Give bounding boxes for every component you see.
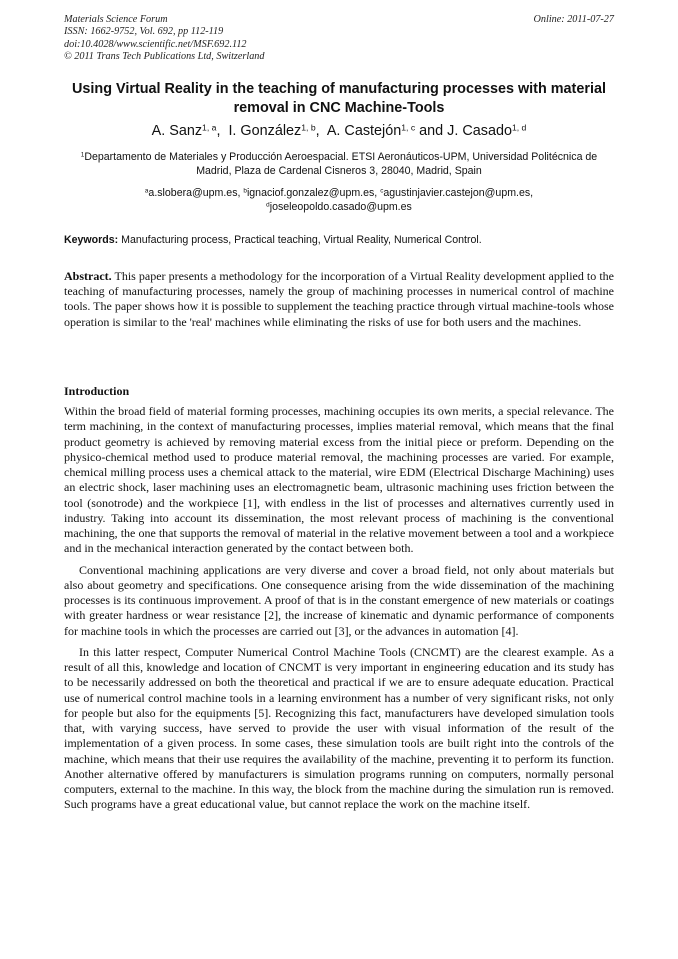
abstract-section: [64, 269, 614, 330]
keywords-label: Keywords:: [64, 234, 119, 246]
affiliation-text: Departamento de Materiales y Producción Aeroespacial. ETSI Aeronáuticos-UPM, Universidad Politécnica de Madrid, Plaza de Cardenal Cisneros 3, 28040, Madrid, Spain: [84, 151, 598, 178]
introduction-heading: Introduction: [64, 384, 130, 398]
copyright-line: © 2011 Trans Tech Publications Ltd, Switzerland: [64, 50, 265, 62]
email-address: agustinjavier.castejon@upm.es: [383, 187, 531, 199]
email-address: a.slobera@upm.es: [148, 187, 238, 199]
email-address: ignaciof.gonzalez@upm.es: [246, 187, 375, 199]
body-paragraph: In this latter respect, Computer Numerical Control Machine Tools (CNCMT) are the clearest example. As a result of all this, knowledge and location of CNCMT is very important in engineering education and its study has to be necessarily addressed on both the theoretical and practical if we are to ensure adequate education. Practical use of numerical control machine tools in a learning environment has a number of very significant risks, not only for people but also for the equipments [5]. Recognizing this fact, manufacturers have developed simulation tools that, with varying success, have served to provide the user with visual information of the result of the implementation of a given process. In some cases, these simulation tools are built right into the controls of the machine, which means that their use requires the availability of the machine, preventing it to perform its function. Another alternative offered by manufacturers is simulation programs running on computers, normally personal computers, external to the machine. In this way, the block from the machine during the simulation run is removed. Such programs have a great educational value, but cannot replace the work on the machine itself.: [64, 644, 614, 812]
doi-line: doi:10.4028/www.scientific.net/MSF.692.112: [64, 38, 247, 50]
body-paragraph: Within the broad field of material forming processes, machining occupies its own merits, a special relevance. The term machining, in the context of manufacturing processes, implies material removal, which means that the final product geometry is achieved by removing material excess from the initial piece or preform. Depending on the physico-chemical method used to produce material removal, the machining processes are varied. For example, chemical milling process uses a chemical attack to the material, wire EDM (Electrical Discharge Machining) uses an electric shock, laser machining uses an electromagnetic beam, ultrasonic machining uses friction between the tool (sonotrode) and the workpiece [1], with endless in the list of processes and alternatives currently used in industry. Taking into account its dissemination, the most relevant process of machining is the conventional machining, the one that supports the removal of material in the relative movement between a tool and a workpiece and in the mechanical interaction generated by the contact between both.: [64, 404, 614, 556]
abstract-label: Abstract.: [64, 269, 112, 283]
email-list: [64, 186, 614, 215]
introduction-body: [64, 404, 614, 819]
affiliation-mark: 1: [80, 151, 85, 159]
author-affiliation-mark: 1, b: [301, 122, 316, 133]
journal-header: [64, 14, 264, 63]
email-address: joseleopoldo.casado@upm.es: [269, 201, 412, 214]
keywords-text: Manufacturing process, Practical teaching, Virtual Reality, Numerical Control.: [121, 234, 482, 246]
author-separator: ,: [315, 123, 327, 139]
issn-line: ISSN: 1662-9752, Vol. 692, pp 112-119: [64, 26, 224, 38]
email-mark: b: [243, 187, 247, 195]
author-name: A. Castejón: [326, 123, 402, 139]
author-name: I. González: [228, 123, 302, 139]
author-list: [64, 122, 614, 140]
author-name: J. Casado: [447, 123, 512, 139]
author-separator: and: [415, 123, 448, 139]
email-mark: a: [144, 187, 149, 195]
keywords-section: [64, 233, 614, 247]
author-affiliation-mark: 1, a: [202, 122, 217, 133]
author-affiliation-mark: 1, d: [511, 122, 527, 133]
affiliation: [64, 150, 614, 179]
body-paragraph: Conventional machining applications are very diverse and cover a broad field, not only about materials but also about geometry and specifications. One consequence arising from the wide dissemination of the machining processes is its continuous improvement. A proof of that is in the constant emergence of new materials or coatings with greater hardness or wear resistance [2], the increase of kinematic and dynamic performance of components for machine tools in which the processes are carried out [3], or the advances in automation [4].: [64, 562, 614, 638]
author-name: A. Sanz: [151, 123, 203, 139]
paper-title: Using Virtual Reality in the teaching of manufacturing processes with material removal in CNC Machine-Tools: [72, 81, 606, 116]
email-separator: ,: [237, 187, 244, 199]
email-mark: d: [266, 201, 270, 209]
email-separator: ,: [530, 187, 534, 199]
email-separator: ,: [374, 187, 381, 199]
email-mark: c: [380, 187, 384, 195]
author-affiliation-mark: 1, c: [401, 122, 416, 133]
abstract-text: This paper presents a methodology for the incorporation of a Virtual Reality development applied to the teaching of manufacturing processes, namely the group of machining processes in numerical control of machine tools. The paper shows how it is possible to supplement the teaching practice through virtual machine-tools whose operation is similar to the 'real' machines while eliminating the risks of use for both users and the machines.: [64, 269, 614, 329]
journal-name: Materials Science Forum: [64, 14, 168, 25]
online-date: Online: 2011-07-27: [533, 14, 614, 25]
author-separator: ,: [216, 123, 229, 139]
